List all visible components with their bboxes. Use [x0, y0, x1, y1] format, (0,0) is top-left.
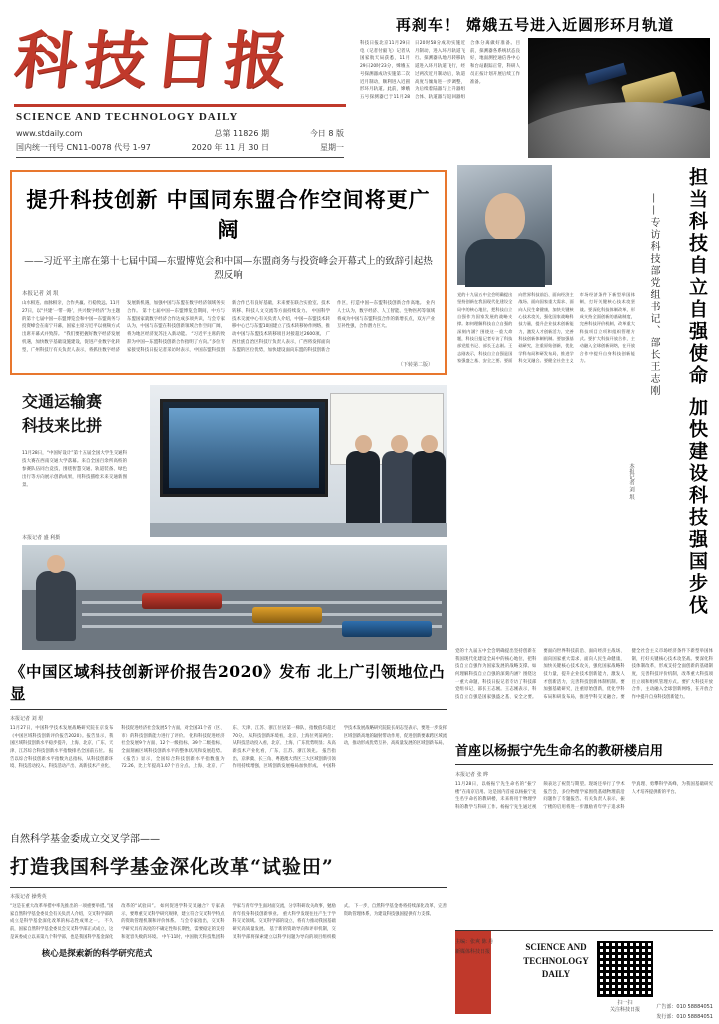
- footer-contact-line-1: 广告部：010 58884051: [656, 1004, 713, 1010]
- fund-para-8: 下一步，自然科学基金委将持续深化改革，完善资助管理体系，为建设科技强国提供有力支撑。: [343, 904, 447, 917]
- lead-jump-note: （下转第二版）: [397, 362, 433, 368]
- masthead: [10, 8, 350, 158]
- lead-story-subtitle: ——习近平主席在第十七届中国—东盟博览会和中国—东盟商务与投资峰会开幕式上的致辞引起热烈反响: [24, 256, 433, 281]
- vertical-feature: [455, 163, 713, 633]
- screen-image: [169, 408, 319, 488]
- visitor-figure: [36, 571, 76, 641]
- person-1-head: [355, 435, 372, 453]
- footer-contact-line-2: 发行部：010 58884051: [656, 1014, 713, 1020]
- fund-body: [10, 903, 447, 1015]
- right-lower-body: 11月28日，以杨振宁先生命名的“振宁楼”在南京启用。这是国内首座以杨振宁先生名字命名的教研楼，未来将用于物理学科的教学与科研工作。杨振宁先生通过视频表达了祝贺与期望。现场还举行了学术报告会，多位物理学家围绕基础物理前沿问题作了专题报告。有关负责人表示，振宁楼的启用将进一步激励青年学子追求科学真理、勇攀科学高峰，为我国基础研究人才培养提供新的平台。: [455, 782, 713, 810]
- footer-logo-line-2: TECHNOLOGY: [523, 955, 589, 966]
- qr-caption-line-1: 扫一扫: [617, 1000, 633, 1006]
- report-rule: [10, 709, 447, 710]
- vertical-feature-title: 担当科技自立自强使命 加快建设科技强国步伐: [686, 167, 708, 617]
- masthead-rule-2: [16, 157, 344, 158]
- fund-para-5: 中午11时，中国航天科技集团科学家与青年学生面对面交流，分享科研攻关故事，勉励青年投身科技创新事业。: [162, 904, 336, 940]
- person-3: [412, 451, 446, 529]
- vertical-feature-byline: 本报记者 刘 垠: [628, 463, 634, 500]
- footer-staff-line-1: 主编：张爽 陈 丹: [455, 939, 494, 945]
- moon-limb: [528, 102, 710, 158]
- right-lower-column: [455, 640, 713, 921]
- transport-title-line2: 科技来比拼: [22, 416, 103, 435]
- vertical-feature-body: 党的十九届五中全会明确提出坚持创新在我国现代化建设全局中的核心地位，把科技自立自强作为国家发展的战略支撑。如何理解科技自立自强的深刻内涵？围绕这一重大命题，科技日报记者专访了科技部党组书记、部长王志刚。王志刚表示，科技自立自强是国家强盛之基、安全之要。要面向世界科技前沿、面向经济主战场、面向国家重大需求、面向人民生命健康，加快关键核心技术攻关，强化国家战略科技力量，提升企业技术创新能力，激发人才创新活力，完善科技创新体制机制。要加强基础研究，注重原始创新，优化学科布局和研发布局，推进学科交叉融合。要健全社会主义市场经济条件下新型举国体制，打好关键核心技术攻坚战。要深化科技体制改革，形成支持全面创新的基础制度，完善科技评价机制，改革重大科技项目立项和组织管理方式。要扩大科技开放合作，主动融入全球创新网络，在开放合作中提升自身科技创新能力。: [457, 292, 635, 364]
- transport-byline: 本报记者 盛 利摄: [22, 535, 61, 541]
- person-1: [346, 451, 380, 529]
- report-para-6: 报告指出，京津冀、长三角、粤港澳大湾区三大区域创新引领作用持续增强，区域创新发展格局加快形成。: [232, 748, 336, 770]
- portrait-suit: [465, 239, 545, 287]
- fund-rule: [10, 887, 447, 888]
- report-para-1: 11月27日，中国科学技术发展战略研究院在京发布《中国区域科技创新评价报告2020》。报告显示，我国区域科技创新水平稳步提升，上海、北京、广东、天津、江苏综合科技创新水平指数排名全国前五位。: [10, 726, 114, 754]
- report-para-4: 《报告》显示，全国综合科技创新水平指数值为72.26，比上年提高1.07个百分点。上海、北京、广东、天津、江苏、浙江位居第一梯队，指数值均超过70分。: [121, 726, 336, 770]
- masthead-logo-cn: 科技日报: [11, 24, 299, 97]
- lead-para-2: “我们要把握好数字经济发展机遇，加快数字基础设施建设，促进产业数字化转型，广州科技厅有关负责人表示，将抓住数字经济发展新机遇，加强中国与东盟在数字经济领域务实合作。: [22, 301, 225, 353]
- locomotive-red: [142, 593, 222, 609]
- fund-para-4: 与会专家指出，交叉科学研究具有高度的不确定性和长期性，需要稳定的支持和宽容失败的环境。: [121, 919, 225, 940]
- report-title: 《中国区域科技创新评价报告2020》发布 北上广引领地位凸显: [10, 662, 446, 703]
- person-2: [382, 451, 416, 529]
- fund-title: 打造我国科学基金深化改革“试验田”: [10, 856, 334, 878]
- report-para-5: 从科技创新环境看，北京、上海位列前两位；从科技活动投入看，北京、上海、广东优势明显；从高新技术产业化看，广东、江苏、浙江领先。: [232, 733, 336, 754]
- rail-line-1: [82, 601, 442, 604]
- masthead-license: 国内统一刊号 CN11-0078 代号 1-97: [16, 142, 151, 152]
- portrait-face: [485, 193, 525, 241]
- report-byline: 本报记者 刘 垠: [10, 716, 44, 722]
- locomotive-yellow: [252, 607, 322, 623]
- footer-staff: [455, 937, 511, 957]
- lead-para-4: “习近平主席的致辞为中国—东盟科技创新合作指明了方向。”多位专家接受科技日报记者采访时表示，中国东盟科技创新合作已有良好基础，未来要在联合实验室、技术转移、科技人文交流等方面持续发力。: [127, 301, 330, 353]
- report-para-2: 报告以综合科技创新水平指数为总指标，从科技创新环境、科技活动投入、科技活动产出、高新技术产业化、科技促进经济社会发展5个方面，对全国31个省（区、市）的科技创新能力进行了评价。: [10, 726, 225, 770]
- right-lower-title: 首座以杨振宁先生命名的教研楼启用: [455, 744, 664, 759]
- model-railway-photo: [22, 545, 447, 650]
- vertical-feature-body-continued: 党的十九届五中全会明确提出坚持创新在我国现代化建设全局中的核心地位，把科技自立自强作为国家发展的战略支撑。如何理解科技自立自强的深刻内涵？围绕这一重大命题，科技日报记者专访了科技部党组书记、部长王志刚。王志刚表示，科技自立自强是国家强盛之基、安全之要。要面向世界科技前沿、面向经济主战场、面向国家重大需求、面向人民生命健康，加快关键核心技术攻关，强化国家战略科技力量，提升企业技术创新能力，激发人才创新活力，完善科技创新体制机制。要加强基础研究，注重原始创新，优化学科布局和研发布局，推进学科交叉融合。要健全社会主义市场经济条件下新型举国体制，打好关键核心技术攻坚战。要深化科技体制改革，形成支持全面创新的基础制度，完善科技评价机制，改革重大科技项目立项和组织管理方式。要扩大科技开放合作，主动融入全球创新网络，在开放合作中提升自身科技创新能力。: [455, 649, 713, 700]
- masthead-date: 2020 年 11 月 30 日: [191, 142, 270, 152]
- masthead-logo-en: SCIENCE AND TECHNOLOGY DAILY: [16, 111, 239, 123]
- footer-logo-line-1: SCIENCE AND: [525, 942, 587, 952]
- competition-room-photo: [150, 385, 447, 537]
- top-story-headline: 再刹车！ 嫦娥五号进入近圆形环月轨道: [395, 16, 675, 34]
- fund-para-3: 如何促进学科交叉融合？专家表示，要尊重交叉科学研究规律，建立符合交叉科学特点的资助管理机制和评价体系。: [121, 904, 225, 925]
- footer-logo: [511, 941, 601, 982]
- fund-para-1: “这是在重大改革举措中率先推出的一项重要举措。”国家自然科学基金委员会有关负责人介绍，交叉科学部的成立是科学基金深化改革的标志性成果之一。: [10, 904, 114, 925]
- lead-para-5: 中国科学技术交流中心有关负责人介绍，中国—东盟技术转移中心已与东盟10国建立了技术转移协作网络，推动中国与东盟技术转移项目对接超过2600项。: [232, 308, 330, 338]
- footer-contact: [593, 1002, 713, 1022]
- locomotive-blue: [342, 621, 432, 637]
- solar-panel-icon: [585, 63, 627, 86]
- masthead-issue: 总第 11826 期: [214, 129, 270, 138]
- masthead-pages: 今日 8 版: [309, 129, 344, 138]
- lead-story-box: [10, 170, 447, 375]
- fund-section: [10, 830, 447, 1015]
- table-surface: [150, 523, 447, 537]
- lead-para-6: 广西壮族自治区科技厅负责人表示，广西将发挥面向东盟的区位优势，加快建设面向东盟的科技创新合作区，打造中国—东盟科技创新合作高地。: [232, 301, 425, 353]
- report-para-7: 中国科学技术发展战略研究院院长胡志坚表示，要进一步发挥区域创新高地的辐射带动作用，促进创新要素跨区域流动，推动形成优势互补、高质量发展的区域创新布局。: [322, 726, 447, 770]
- right-lower-rule: [455, 764, 713, 765]
- fund-byline: 本报记者 操秀英: [10, 894, 47, 900]
- lead-para-7: 业内人士认为，数字经济、人工智能、生物医药等领域将成为中国与东盟科技合作的新增长点，双方产业互补性强，合作潜力巨大。: [337, 301, 435, 330]
- masthead-meta: [16, 127, 344, 154]
- masthead-weekday: 星期一: [320, 142, 344, 152]
- fund-para-2: 不久前，国家自然科学基金委员会交叉科学部正式成立，这是该委成立以来第九个科学部，也是我国科学基金深化改革的“试验田”。: [10, 904, 159, 940]
- person-3-head: [421, 435, 438, 453]
- lead-story-byline: 本报记者 刘 垠: [22, 291, 59, 297]
- right-lower-byline: 本报记者 张 晔: [455, 772, 489, 778]
- person-2-head: [391, 435, 408, 453]
- lead-para-1: 山水相连、血脉相亲，合作共赢、行稳致远。11月27日，以“共建‘一带一路’，共兴数字经济”为主题的第十七届中国—东盟博览会和中国—东盟商务与投资峰会在南宁开幕，国家主席习近平以视频方式出席开幕式并致辞。: [22, 301, 120, 338]
- fund-subhead: 核心是探索新的科学研究范式: [41, 949, 153, 959]
- fund-kicker: 自然科学基金委成立交叉学部——: [10, 834, 160, 845]
- footer-logo-line-3: DAILY: [541, 969, 571, 979]
- moon-orbit-photo: [528, 38, 710, 158]
- visitor-head: [47, 555, 65, 573]
- railway-base: [22, 590, 447, 650]
- transport-body: 11月28日，“中国好设计”第十五届全国大学生交通科技大赛在西南交通大学落幕。来自全国百余所高校的参赛队伍同台竞技，围绕智慧交通、轨道装备、绿色出行等方向展示创新成果，用科技描绘未来交通新图景。: [22, 451, 127, 488]
- fund-para-6: 重大科学发现往往产生于学科交叉领域。交叉科学部的设立，将有力推动我国基础研究高质量发展。: [232, 911, 336, 932]
- transport-title-line1: 交通运输赛: [22, 392, 103, 411]
- top-story-body: 科技日报北京11月29日电（记者付毅飞）记者从国家航天局获悉，11月29日20时23分，嫦娥五号探测器成功实施第二次近月制动，顺利进入近圆形环月轨道。此前，嫦娥五号探测器已于11月28日20时58分成功实施近月制动，进入环月轨道飞行。探测器从地月转移轨道进入环月轨道飞行，经过两次近月制动后，轨道高度与倾角进一步调整，为后续着陆器与上升器组合体、轨道器与返回器组合体分离做好准备。目前，探测器各系统状态良好，地面测控通信各中心和台站跟踪正常，科研人员正按计划开展后续工作准备。: [360, 41, 520, 100]
- masthead-website[interactable]: www.stdaily.com: [16, 129, 83, 138]
- qr-caption-line-2: 关注科技日报: [609, 1007, 640, 1013]
- masthead-rule: [14, 104, 346, 107]
- fund-para-7: 基于新的资助导向和评审机制，交叉科学部将探索建立以科学问题为导向的项目组织模式。: [232, 904, 353, 940]
- vertical-feature-subtitle: ——专访科技部党组书记、部长王志刚: [648, 193, 659, 397]
- lead-story-title: 提升科技创新 中国同东盟合作空间将更广阔: [26, 187, 431, 242]
- footer-staff-line-2: 新媒体科技日报: [455, 949, 491, 955]
- footer: [455, 930, 713, 1024]
- display-screen: [160, 399, 328, 497]
- qr-code[interactable]: [595, 939, 655, 999]
- minister-portrait-photo: [457, 165, 552, 285]
- report-para-3: 化和科技促进经济社会发展9个方面、12个一级指标、39个二级指标，全面刻画区域科技创新水平的整体状况和发展趋势。: [121, 733, 225, 754]
- lead-para-3: 第十七届中国—东盟博览会期间，中方与东盟国家就数字经济合作达成多项共识，与会专家认为，中国与东盟在科技创新领域合作空间广阔，将为地区经济复苏注入新动能。: [127, 308, 225, 338]
